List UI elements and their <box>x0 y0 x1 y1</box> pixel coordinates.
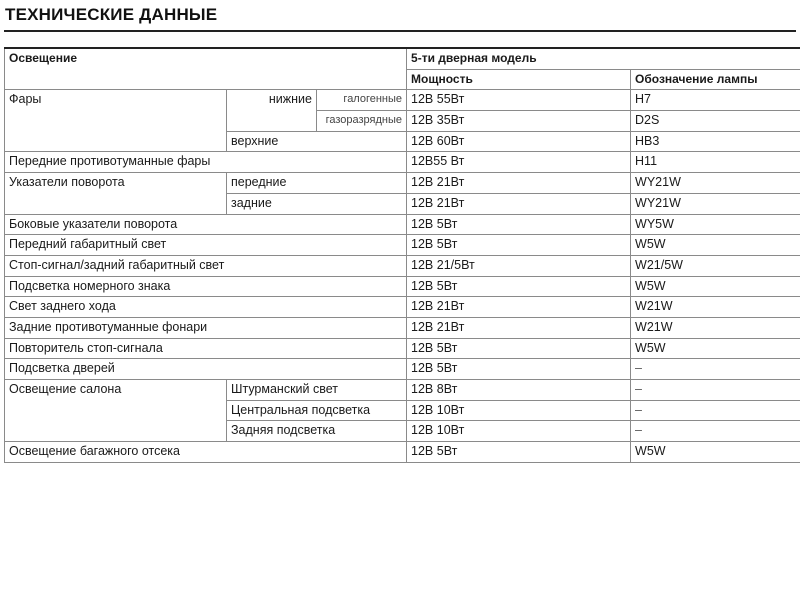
row-label-reverse: Свет заднего хода <box>5 297 407 318</box>
spec-table <box>4 47 800 463</box>
power-value: 12В 8Вт <box>407 380 631 401</box>
table-header-row <box>5 48 800 69</box>
power-value: 12В 10Вт <box>407 421 631 442</box>
lamp-value: W5W <box>631 338 800 359</box>
power-value: 12В 35Вт <box>407 111 631 132</box>
table-row <box>5 380 800 401</box>
table-row <box>5 255 800 276</box>
lamp-value: H11 <box>631 152 800 173</box>
row-label-cabin: Освещение салона <box>5 380 227 442</box>
table-row <box>5 173 800 194</box>
sub-label-low: нижние <box>227 90 317 131</box>
table-row <box>5 359 800 380</box>
table-row <box>5 338 800 359</box>
power-value: 12В 5Вт <box>407 276 631 297</box>
lamp-value: WY5W <box>631 214 800 235</box>
lamp-value: W5W <box>631 235 800 256</box>
header-model: 5-ти дверная модель <box>407 48 800 69</box>
sub-label-front: передние <box>227 173 407 194</box>
row-label-high-stop: Повторитель стоп-сигнала <box>5 338 407 359</box>
lamp-value: – <box>631 421 800 442</box>
sub-label-rear-light: Задняя подсветка <box>227 421 407 442</box>
power-value: 12В 21Вт <box>407 317 631 338</box>
title-divider <box>4 30 796 32</box>
row-label-rear-fog: Задние противотуманные фонари <box>5 317 407 338</box>
power-value: 12В 5Вт <box>407 338 631 359</box>
row-label-headlights: Фары <box>5 90 227 152</box>
table-row <box>5 442 800 463</box>
power-value: 12В 5Вт <box>407 214 631 235</box>
header-lamp: Обозначение лампы <box>631 69 800 90</box>
header-lighting: Освещение <box>5 48 407 90</box>
power-value: 12В 5Вт <box>407 442 631 463</box>
row-label-front-fog: Передние противотуманные фары <box>5 152 407 173</box>
page-title: ТЕХНИЧЕСКИЕ ДАННЫЕ <box>5 5 218 24</box>
power-value: 12В 21Вт <box>407 297 631 318</box>
lamp-value: W21W <box>631 317 800 338</box>
power-value: 12В55 Вт <box>407 152 631 173</box>
power-value: 12В 5Вт <box>407 235 631 256</box>
table-row <box>5 90 800 111</box>
table-row <box>5 214 800 235</box>
lamp-value: – <box>631 359 800 380</box>
table-row <box>5 276 800 297</box>
lamp-value: – <box>631 400 800 421</box>
lamp-value: W21/5W <box>631 255 800 276</box>
sub-label-high: верхние <box>227 131 407 152</box>
header-power: Мощность <box>407 69 631 90</box>
lamp-value: W5W <box>631 442 800 463</box>
lamp-value: WY21W <box>631 193 800 214</box>
sub-label-map-light: Штурманский свет <box>227 380 407 401</box>
table-row <box>5 297 800 318</box>
row-label-turn: Указатели поворота <box>5 173 227 214</box>
power-value: 12В 10Вт <box>407 400 631 421</box>
sub-label-rear: задние <box>227 193 407 214</box>
lamp-value: W21W <box>631 297 800 318</box>
sub-label-halogen: галогенные <box>317 90 407 111</box>
row-label-plate: Подсветка номерного знака <box>5 276 407 297</box>
lamp-value: WY21W <box>631 173 800 194</box>
row-label-side-turn: Боковые указатели поворота <box>5 214 407 235</box>
power-value: 12В 55Вт <box>407 90 631 111</box>
row-label-trunk: Освещение багажного отсека <box>5 442 407 463</box>
row-label-door: Подсветка дверей <box>5 359 407 380</box>
power-value: 12В 5Вт <box>407 359 631 380</box>
power-value: 12В 60Вт <box>407 131 631 152</box>
lamp-value: W5W <box>631 276 800 297</box>
row-label-stop-tail: Стоп-сигнал/задний габаритный свет <box>5 255 407 276</box>
power-value: 12В 21Вт <box>407 193 631 214</box>
table-row <box>5 152 800 173</box>
lamp-value: – <box>631 380 800 401</box>
power-value: 12В 21/5Вт <box>407 255 631 276</box>
lamp-value: D2S <box>631 111 800 132</box>
table-row <box>5 317 800 338</box>
sub-label-xenon: газоразрядные <box>317 111 407 132</box>
lamp-value: HB3 <box>631 131 800 152</box>
power-value: 12В 21Вт <box>407 173 631 194</box>
sub-label-central-light: Центральная подсветка <box>227 400 407 421</box>
table-row <box>5 235 800 256</box>
row-label-front-position: Передний габаритный свет <box>5 235 407 256</box>
lamp-value: H7 <box>631 90 800 111</box>
